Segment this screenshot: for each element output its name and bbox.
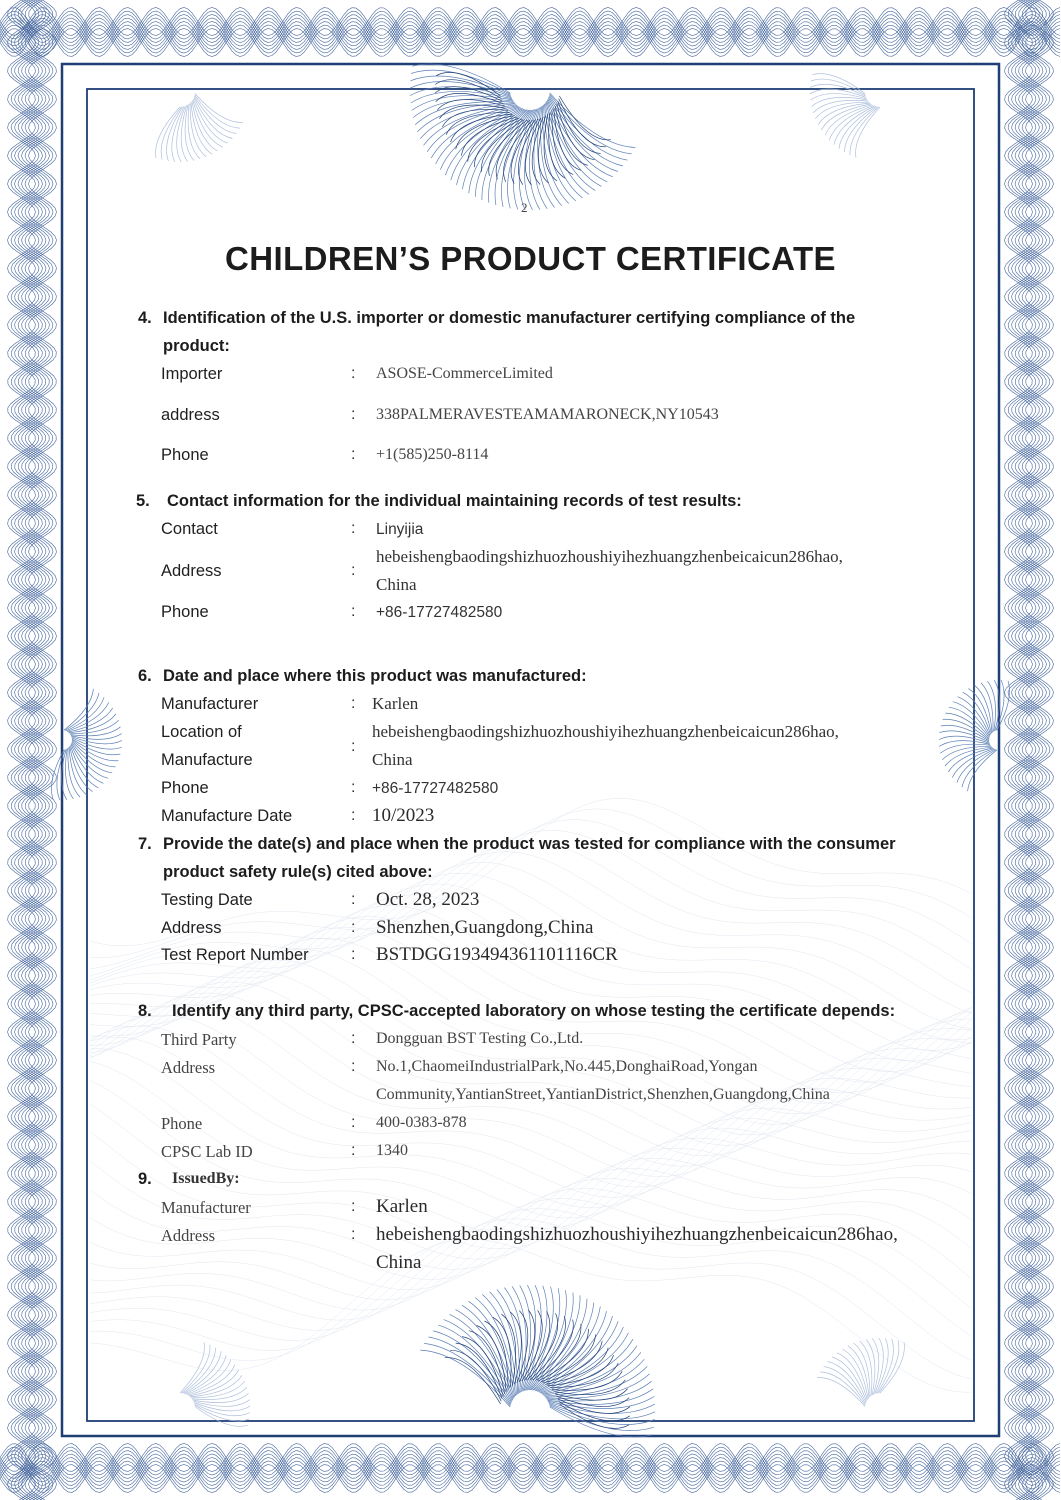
- section-number: 9.: [138, 1170, 152, 1188]
- colon: :: [351, 1226, 356, 1243]
- section-heading-text: product:: [163, 337, 230, 355]
- location-label-line2: Manufacture: [161, 751, 253, 769]
- address-label: Address: [161, 1226, 216, 1245]
- third-party-value: Dongguan BST Testing Co.,Ltd.: [376, 1030, 584, 1047]
- page-number: 2: [521, 200, 528, 215]
- section-number: 5.: [136, 492, 150, 510]
- colon: :: [351, 1030, 356, 1047]
- section-heading-text: product safety rule(s) cited above:: [163, 863, 433, 881]
- section-heading-text: Contact information for the individual maintaining records of test results:: [167, 492, 742, 510]
- phone-label: Phone: [161, 779, 209, 797]
- address-label: Address: [161, 1058, 216, 1077]
- importer-label: Importer: [161, 365, 223, 383]
- manufacturer-value: Karlen: [376, 1196, 428, 1217]
- manufacture-date-value: 10/2023: [372, 805, 435, 826]
- contact-label: Contact: [161, 520, 218, 538]
- address-label: Address: [161, 562, 222, 580]
- phone-label: Phone: [161, 603, 209, 621]
- colon: :: [351, 562, 356, 579]
- section-heading-text: Provide the date(s) and place when the product was tested for compliance with the consumer: [163, 835, 896, 853]
- section-heading-text: Identify any third party, CPSC-accepted laboratory on whose testing the certificate depends:: [172, 1002, 896, 1020]
- colon: :: [351, 446, 356, 463]
- phone-value: +86-17727482580: [372, 780, 499, 797]
- manufacture-date-label: Manufacture Date: [161, 807, 293, 825]
- test-report-number-label: Test Report Number: [161, 946, 309, 964]
- section-heading-text: Identification of the U.S. importer or domestic manufacturer certifying compliance of the: [163, 309, 856, 327]
- address-value-line1: hebeishengbaodingshizhuozhoushiyihezhuangzhenbeicaicun286hao,: [376, 1224, 898, 1245]
- address-value-line1: No.1,ChaomeiIndustrialPark,No.445,DonghaiRoad,Yongan: [376, 1058, 758, 1075]
- address-label: Address: [161, 919, 222, 937]
- colon: :: [351, 695, 356, 712]
- colon: :: [351, 1114, 356, 1131]
- address-value: Shenzhen,Guangdong,China: [376, 917, 594, 938]
- cpsc-lab-id-value: 1340: [376, 1142, 408, 1159]
- colon: :: [351, 406, 356, 423]
- location-label-line1: Location of: [161, 723, 242, 741]
- address-value-line1: hebeishengbaodingshizhuozhoushiyihezhuangzhenbeicaicun286hao,: [376, 547, 843, 566]
- phone-value: +86-17727482580: [376, 604, 503, 621]
- test-report-number-value: BSTDGG193494361101116CR: [376, 944, 618, 965]
- section-number: 6.: [138, 667, 152, 685]
- address-value: 338PALMERAVESTEAMAMARONECK,NY10543: [376, 406, 719, 423]
- importer-value: ASOSE-CommerceLimited: [376, 365, 553, 382]
- address-label: address: [161, 406, 220, 424]
- colon: :: [351, 1198, 356, 1215]
- colon: :: [351, 365, 356, 382]
- address-value-line2: China: [376, 575, 417, 594]
- cpsc-lab-id-label: CPSC Lab ID: [161, 1142, 253, 1161]
- section-number: 7.: [138, 835, 152, 853]
- colon: :: [351, 807, 356, 824]
- testing-date-label: Testing Date: [161, 891, 253, 909]
- colon: :: [351, 919, 356, 936]
- address-value-line2: China: [376, 1252, 422, 1273]
- location-value-line1: hebeishengbaodingshizhuozhoushiyihezhuangzhenbeicaicun286hao,: [372, 722, 839, 741]
- location-value-line2: China: [372, 750, 413, 769]
- page-title: CHILDREN’S PRODUCT CERTIFICATE: [225, 240, 836, 277]
- phone-value: +1(585)250-8114: [376, 446, 489, 463]
- colon: :: [351, 738, 356, 755]
- colon: :: [351, 891, 356, 908]
- phone-label: Phone: [161, 446, 209, 464]
- third-party-label: Third Party: [161, 1030, 237, 1049]
- section-number: 8.: [138, 1002, 152, 1020]
- address-value-line2: Community,YantianStreet,YantianDistrict,Shenzhen,Guangdong,China: [376, 1086, 830, 1103]
- colon: :: [351, 603, 356, 620]
- colon: :: [351, 1058, 356, 1075]
- contact-value: Linyijia: [376, 521, 424, 538]
- colon: :: [351, 520, 356, 537]
- section-number: 4.: [138, 309, 152, 327]
- issued-by-heading: IssuedBy:: [172, 1170, 240, 1187]
- colon: :: [351, 946, 356, 963]
- colon: :: [351, 779, 356, 796]
- manufacturer-value: Karlen: [372, 694, 419, 713]
- phone-label: Phone: [161, 1114, 203, 1133]
- manufacturer-label: Manufacturer: [161, 1198, 251, 1217]
- manufacturer-label: Manufacturer: [161, 695, 259, 713]
- section-heading-text: Date and place where this product was manufactured:: [163, 667, 587, 685]
- phone-value: 400-0383-878: [376, 1114, 467, 1131]
- testing-date-value: Oct. 28, 2023: [376, 889, 480, 910]
- colon: :: [351, 1142, 356, 1159]
